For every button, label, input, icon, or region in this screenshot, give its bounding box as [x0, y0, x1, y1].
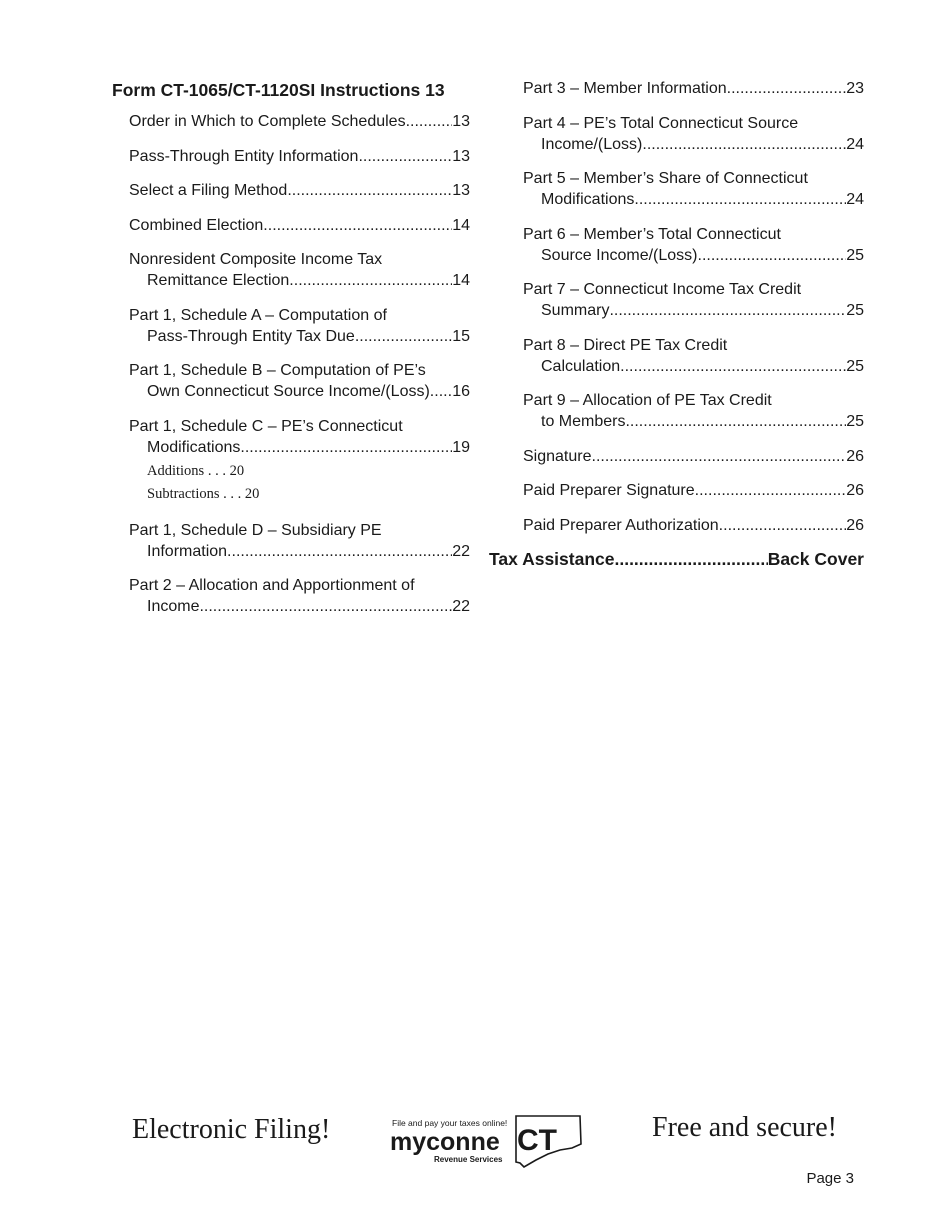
toc-entry: [129, 575, 470, 617]
toc-entry-line: [129, 305, 470, 326]
leader-dots: [289, 270, 452, 291]
leader-dots: [430, 381, 452, 402]
toc-entry-line: [129, 381, 470, 402]
toc-entry-page: 23: [846, 80, 864, 97]
toc-entry-page: 25: [846, 246, 864, 264]
toc-entry-page: 26: [846, 482, 864, 499]
leader-dots: [406, 111, 453, 132]
toc-entry-text: Modifications: [541, 191, 635, 208]
logo-tagline: File and pay your taxes online!: [392, 1118, 508, 1128]
toc-entry-text: Part 4 – PE’s Total Connecticut Source: [523, 114, 799, 132]
toc-sub-entry: Additions . . . 20: [147, 462, 245, 479]
toc-entry-text: Part 3 – Member Information: [523, 80, 727, 97]
leader-dots: [620, 356, 846, 377]
leader-dots: [614, 547, 767, 571]
toc-entry-text: Part 2 – Allocation and Apportionment of: [129, 577, 415, 594]
toc-entry: [129, 146, 470, 167]
toc-entry-text: Paid Preparer Authorization: [523, 516, 719, 534]
toc-entry-page: 13: [452, 113, 470, 130]
toc-entry-line: [129, 541, 470, 562]
leader-dots: [355, 326, 452, 347]
toc-entry-line: [523, 411, 864, 432]
logo-brand-ct: CT: [517, 1124, 557, 1157]
toc-entry-page: 25: [846, 302, 864, 319]
toc-entry-page: 22: [452, 542, 470, 560]
toc-entry-page: 16: [452, 383, 470, 400]
toc-entry: [129, 180, 470, 201]
leader-dots: [358, 146, 452, 167]
toc-entry: [523, 335, 864, 377]
toc-entry-line: [129, 575, 470, 596]
toc-entry-text: Source Income/(Loss): [541, 246, 698, 264]
toc-entry-line: [129, 180, 470, 201]
toc-right-entries: [506, 78, 864, 536]
toc-entry: [523, 113, 864, 155]
toc-entry-line: [523, 168, 864, 189]
toc-entry-text: Part 1, Schedule C – PE’s Connecticut: [129, 417, 403, 435]
leader-dots: [263, 215, 452, 236]
leader-dots: [695, 480, 847, 501]
leader-dots: [719, 515, 847, 536]
footer-banner: [0, 1108, 950, 1178]
toc-entry-text: Calculation: [541, 357, 621, 375]
toc-entry: [523, 279, 864, 321]
toc-entry-line: [523, 356, 864, 377]
toc-entry-page: 25: [846, 357, 864, 375]
toc-entry-page: 13: [452, 182, 470, 199]
logo-brand: myconne: [390, 1128, 500, 1156]
leader-dots: [609, 300, 846, 321]
toc-entry-line: [129, 416, 470, 437]
toc-entry-page: 15: [452, 327, 470, 345]
leader-dots: [642, 134, 846, 155]
toc-entry-page: 14: [452, 216, 470, 234]
toc-entry-text: Modifications: [147, 438, 241, 456]
toc-entry: [523, 168, 864, 210]
leader-dots: [240, 437, 452, 458]
toc-entry-text: Part 5 – Member’s Share of Connecticut: [523, 170, 808, 187]
toc-right-column: [489, 78, 864, 571]
toc-entry: [129, 111, 470, 132]
toc-entry-page: 22: [452, 598, 470, 615]
toc-entry-text: Part 6 – Member’s Total Connecticut: [523, 225, 781, 243]
toc-entry-text: Part 8 – Direct PE Tax Credit: [523, 336, 728, 354]
toc-entry-page: 24: [846, 191, 864, 208]
leader-dots: [199, 596, 452, 617]
toc-sub-entry: Subtractions . . . 20: [147, 485, 260, 502]
toc-entry-text: Part 9 – Allocation of PE Tax Credit: [523, 392, 772, 409]
toc-entry: [523, 390, 864, 432]
toc-entry-text: Part 1, Schedule D – Subsidiary PE: [129, 521, 382, 539]
toc-entry-text: Nonresident Composite Income Tax: [129, 251, 383, 268]
leader-dots: [227, 541, 452, 562]
leader-dots: [287, 180, 452, 201]
toc-left-entries: [112, 111, 470, 617]
toc-entry-line: [129, 326, 470, 347]
toc-entry-page: 26: [846, 516, 864, 534]
toc-entry-line: [523, 189, 864, 210]
toc-entry-line: [523, 300, 864, 321]
toc-entry-line: [523, 335, 864, 356]
toc-entry-line: [129, 215, 470, 236]
toc-entry-text: Combined Election: [129, 216, 264, 234]
electronic-filing-text: Electronic Filing!: [132, 1114, 331, 1145]
toc-entry-text: Paid Preparer Signature: [523, 482, 695, 499]
toc-entry-page: 14: [452, 272, 470, 289]
toc-entry-line: [523, 390, 864, 411]
toc-entry: [129, 215, 470, 236]
toc-entry-line: [129, 270, 470, 291]
toc-entry-page: 24: [846, 135, 864, 153]
toc-entry-line: [129, 437, 470, 458]
toc-entry-line: [523, 446, 864, 467]
leader-dots: [698, 245, 847, 266]
leader-dots: [625, 411, 846, 432]
toc-entry-line: [129, 146, 470, 167]
toc-entry-text: Summary: [541, 302, 610, 319]
toc-entry: [523, 224, 864, 266]
toc-entry: [523, 515, 864, 536]
toc-entry-text: Select a Filing Method: [129, 182, 288, 199]
toc-entry: [129, 305, 470, 347]
toc-entry: [129, 360, 470, 402]
toc-entry-text: Part 1, Schedule B – Computation of PE’s: [129, 362, 426, 379]
toc-entry: [523, 480, 864, 501]
toc-entry-line: [129, 360, 470, 381]
toc-entry-line: [129, 520, 470, 541]
toc-entry-text: Signature: [523, 447, 592, 465]
toc-entry-line: [129, 596, 470, 617]
toc-entry-page: 26: [846, 447, 864, 465]
toc-entry-text: Income/(Loss): [541, 135, 643, 153]
logo-subtitle: Revenue Services: [434, 1155, 503, 1164]
toc-entry-line: [129, 249, 470, 270]
tax-assistance-label: Tax Assistance: [489, 549, 615, 569]
toc-entry: [523, 78, 864, 99]
toc-entry-text: Part 7 – Connecticut Income Tax Credit: [523, 281, 802, 298]
toc-entry: [523, 446, 864, 467]
toc-entry-text: Information: [147, 542, 228, 560]
leader-dots: [727, 78, 847, 99]
toc-entry-line: [523, 113, 864, 134]
toc-entry-text: Order in Which to Complete Schedules: [129, 113, 406, 130]
toc-entry-text: Pass-Through Entity Information: [129, 147, 359, 165]
leader-dots: [592, 446, 847, 467]
toc-left-column: [112, 78, 470, 631]
leader-dots: [634, 189, 846, 210]
toc-entry-text: Part 1, Schedule A – Computation of: [129, 306, 387, 324]
tax-assistance-entry: [489, 547, 864, 571]
toc-entry-text: Pass-Through Entity Tax Due: [147, 327, 355, 345]
section-title: Form CT-1065/CT-1120SI Instructions 13: [112, 80, 445, 100]
toc-entry-text: Own Connecticut Source Income/(Loss): [147, 383, 430, 400]
toc-entry-line: [523, 245, 864, 266]
toc-entry: [129, 416, 470, 506]
toc-entry-line: [523, 224, 864, 245]
tax-assistance-page: Back Cover: [767, 549, 864, 569]
toc-entry-text: Remittance Election: [147, 272, 290, 289]
toc-entry-line: [523, 279, 864, 300]
toc-entry-line: [523, 515, 864, 536]
toc-entry-page: 19: [452, 438, 470, 456]
page-number: Page 3: [806, 1170, 854, 1187]
toc-entry-text: to Members: [541, 413, 626, 430]
toc-entry-line: [523, 78, 864, 99]
free-secure-text: Free and secure!: [652, 1112, 838, 1143]
toc-entry-page: 25: [846, 413, 864, 430]
toc-entry: [129, 249, 470, 291]
toc-entry-line: [129, 111, 470, 132]
toc-entry-page: 13: [452, 147, 470, 165]
toc-entry-line: [523, 134, 864, 155]
toc-entry-line: [523, 480, 864, 501]
toc-entry-text: Income: [147, 598, 200, 615]
myconnect-logo: [388, 1110, 586, 1170]
toc-entry: [129, 520, 470, 562]
